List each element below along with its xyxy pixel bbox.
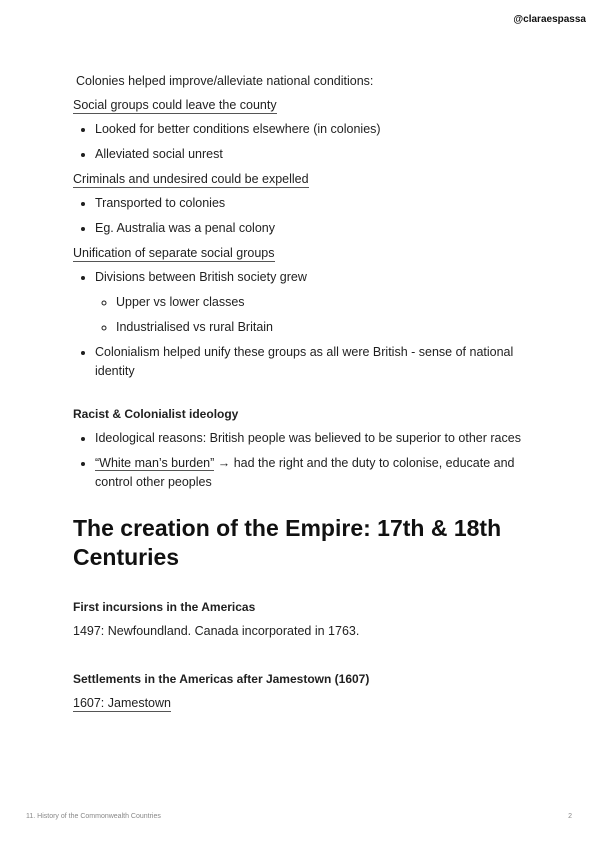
list-item-text: Divisions between British society grew bbox=[95, 270, 307, 284]
subheading-social-groups: Social groups could leave the county bbox=[73, 98, 277, 112]
subheading-unification: Unification of separate social groups bbox=[73, 246, 275, 260]
incursions-text: 1497: Newfoundland. Canada incorporated in 1763. bbox=[73, 624, 360, 638]
intro-text: Colonies helped improve/alleviate national conditions: bbox=[76, 74, 374, 88]
nested-list-item: ◦ Upper vs lower classes bbox=[116, 293, 543, 312]
section-title-settlements: Settlements in the Americas after Jamestown (1607) bbox=[73, 672, 370, 686]
nested-list bbox=[95, 293, 543, 337]
social-groups-list bbox=[73, 120, 543, 164]
page-heading: The creation of the Empire: 17th & 18th Centuries bbox=[73, 515, 502, 570]
list-item: • Ideological reasons: British people was believed to be superior to other races bbox=[95, 429, 543, 448]
list-item: • Eg. Australia was a penal colony bbox=[95, 219, 543, 238]
list-item: • Looked for better conditions elsewhere (in colonies) bbox=[95, 120, 543, 139]
section-title-incursions: First incursions in the Americas bbox=[73, 600, 256, 614]
list-item: • Colonialism helped unify these groups as all were British - sense of national identity bbox=[95, 343, 543, 381]
list-item bbox=[95, 268, 543, 337]
jamestown-link[interactable]: 1607: Jamestown bbox=[73, 696, 171, 710]
subheading-criminals: Criminals and undesired could be expelled bbox=[73, 172, 309, 186]
section-title-ideology: Racist & Colonialist ideology bbox=[73, 407, 239, 421]
page-number: 2 bbox=[568, 813, 572, 820]
nested-list-item: ◦ Industrialised vs rural Britain bbox=[116, 318, 543, 337]
list-item: • Transported to colonies bbox=[95, 194, 543, 213]
list-item-text: → had the right and the duty to colonise, educate and control other peoples bbox=[95, 456, 515, 489]
criminals-list bbox=[73, 194, 543, 238]
ideology-list bbox=[73, 429, 543, 492]
unification-list bbox=[73, 268, 543, 381]
list-item: • Alleviated social unrest bbox=[95, 145, 543, 164]
white-mans-burden-quote: “White man’s burden” bbox=[95, 456, 215, 470]
page-content bbox=[73, 74, 543, 718]
author-handle: @claraespassa bbox=[513, 14, 586, 25]
list-item bbox=[95, 454, 543, 492]
footer-document-title: 11. History of the Commonwealth Countries bbox=[26, 813, 161, 820]
